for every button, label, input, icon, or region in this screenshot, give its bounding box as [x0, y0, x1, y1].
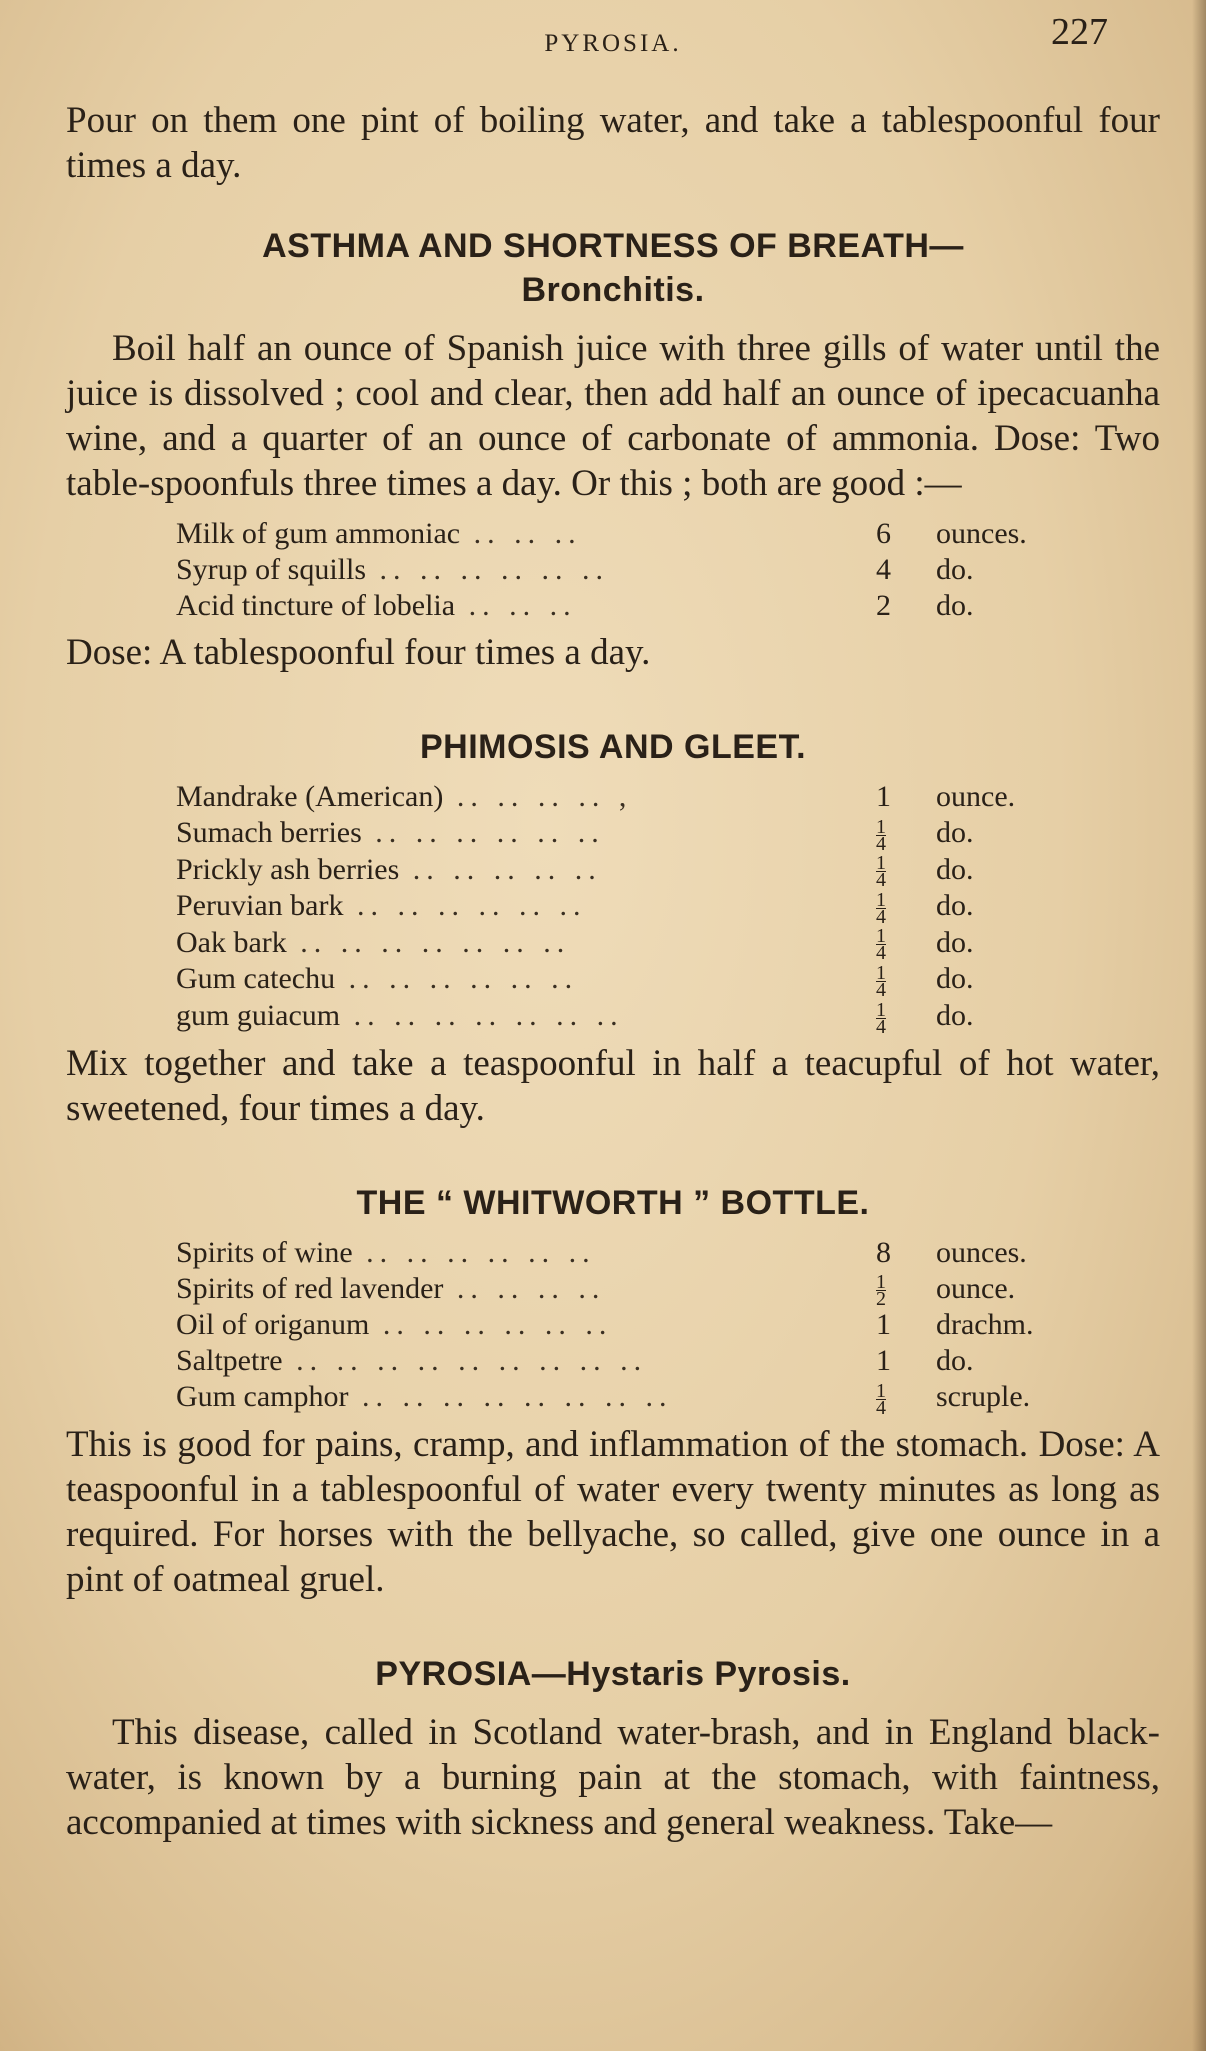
dot-leader: .. .. .. .. .. .. .. .. .. [282, 1344, 648, 1378]
ingredient-quantity [876, 779, 936, 815]
ingredient-quantity [876, 1379, 936, 1419]
dot-leader: .. .. .. .. .. .. .. [340, 999, 624, 1033]
whitworth-heading: THE “ WHITWORTH ” BOTTLE. [356, 1183, 870, 1222]
ingredient-unit: do. [936, 925, 974, 959]
ingredient-name-cell [176, 925, 876, 962]
page-number: 227 [1051, 11, 1108, 53]
fraction-denominator: 4 [876, 979, 886, 1002]
ingredient-unit: do. [936, 589, 974, 622]
asthma-subheading: Bronchitis. [521, 271, 705, 309]
ingredient-unit: drachm. [936, 1308, 1034, 1342]
ingredient-name: Peruvian bark [176, 889, 344, 923]
fraction-numerator: 1 [876, 962, 886, 985]
ingredient-name: Mandrake (American) [176, 780, 444, 813]
ingredient-name: Sumach berries [176, 816, 362, 849]
ingredient-unit: ounces. [936, 517, 1027, 550]
ingredient-quantity [876, 852, 936, 892]
ingredient-name: Spirits of wine [176, 1235, 353, 1269]
quantity-number: 1 [876, 1308, 891, 1342]
ingredient-name-cell [176, 779, 876, 815]
ingredient-name: Prickly ash berries [176, 852, 400, 886]
ingredient-name-cell [176, 1235, 876, 1271]
ingredient-row [176, 815, 1076, 855]
dot-leader: .. .. .. .. .. .. [343, 889, 587, 923]
ingredient-row [176, 852, 1076, 892]
ingredient-unit: do. [936, 852, 974, 886]
fraction [876, 1271, 886, 1311]
fraction-numerator: 1 [876, 852, 886, 875]
asthma-recipe [176, 516, 1076, 624]
quantity-number: 6 [876, 517, 891, 550]
fraction-numerator: 1 [876, 815, 886, 838]
ingredient-quantity [876, 1307, 936, 1343]
ingredient-name-cell [176, 516, 876, 552]
ingredient-name: Oil of origanum [176, 1308, 370, 1342]
asthma-paragraph: Boil half an ounce of Spanish juice with three gills of water until the juice is dissolved ; cool and clear, then add half an ounce of ipecacuanha wine, and a quarter of an ounce of carbonate of ammonia. Dose: Two table-spoonfuls three times a day. Or this ; both are good :— [66, 328, 1160, 504]
pyrosia-paragraph: This disease, called in Scotland water-brash, and in England black-water, is known by a burning pain at the stomach, with faintness, accompanied at times with sickness and general weakness. Take— [66, 1711, 1160, 1843]
ingredient-quantity [876, 516, 936, 552]
fraction [876, 998, 886, 1038]
ingredient-unit: do. [936, 889, 974, 923]
whitworth-paragraph: This is good for pains, cramp, and inflammation of the stomach. Dose: A teaspoonful in a tablespoonful of water every twenty minutes as long as required. For horses with the bellyache, so called, give one ounce in a pint of oatmeal gruel. [66, 1423, 1160, 1600]
ingredient-unit: do. [936, 816, 974, 849]
fraction-denominator: 4 [876, 832, 886, 855]
ingredient-name: Spirits of red lavender [176, 1271, 444, 1305]
dot-leader: .. .. .. [460, 517, 582, 550]
quantity-number: 8 [876, 1235, 891, 1269]
asthma-heading: ASTHMA AND SHORTNESS OF BREATH— [262, 227, 964, 265]
ingredient-quantity [876, 925, 936, 965]
ingredient-name-cell [176, 888, 876, 925]
ingredient-unit: do. [936, 999, 974, 1033]
quantity-number: 4 [876, 553, 891, 586]
ingredient-name: Milk of gum ammoniac [176, 517, 461, 550]
dot-leader: .. .. .. .. .. .. [352, 1235, 596, 1269]
asthma-dose: Dose: A tablespoonful four times a day. [66, 632, 651, 673]
ingredient-name: Gum catechu [176, 962, 336, 996]
fraction-denominator: 4 [876, 1396, 886, 1419]
ingredient-unit: ounce. [936, 780, 1016, 813]
ingredient-quantity [876, 998, 936, 1038]
fraction-numerator: 1 [876, 1271, 886, 1294]
fraction-numerator: 1 [876, 925, 886, 948]
ingredient-name-cell [176, 1379, 876, 1416]
running-head [66, 0, 1160, 90]
dot-leader: .. .. .. .. .. .. [369, 1308, 613, 1342]
ingredient-row [176, 1343, 1076, 1379]
ingredient-row [176, 998, 1076, 1038]
ingredient-row [176, 961, 1076, 1002]
fraction [876, 888, 886, 928]
fraction-numerator: 1 [876, 1379, 886, 1402]
ingredient-quantity [876, 1235, 936, 1271]
dot-leader: .. .. .. .. .. [399, 852, 602, 886]
fraction [876, 815, 886, 855]
ingredient-unit: do. [936, 962, 974, 996]
ingredient-quantity [876, 1343, 936, 1379]
ingredient-unit: ounce. [936, 1271, 1016, 1305]
dot-leader: .. .. .. .. .. .. [335, 962, 579, 996]
ingredient-quantity [876, 588, 936, 624]
quantity-number: 1 [876, 1344, 891, 1378]
ingredient-unit: scruple. [936, 1380, 1031, 1414]
ingredient-name-cell [176, 552, 876, 588]
ingredient-row [176, 779, 1076, 815]
dot-leader: .. .. .. [455, 589, 577, 622]
intro-paragraph: Pour on them one pint of boiling water, and take a tablespoonful four times a day. [66, 100, 1160, 186]
dot-leader: .. .. .. .. [443, 1271, 606, 1305]
dot-leader: .. .. .. .. .. .. .. [286, 925, 571, 959]
ingredient-name-cell [176, 1307, 876, 1343]
ingredient-name: gum guiacum [176, 999, 341, 1033]
ingredient-name: Saltpetre [176, 1344, 283, 1378]
ingredient-name-cell [176, 815, 876, 852]
ingredient-name: Oak bark [176, 925, 287, 959]
ingredient-unit: do. [936, 553, 974, 586]
fraction-denominator: 4 [876, 905, 886, 928]
dot-leader: .. .. .. .. .. .. .. .. [348, 1380, 673, 1414]
fraction-denominator: 4 [876, 942, 886, 965]
ingredient-quantity [876, 961, 936, 1002]
ingredient-row [176, 552, 1076, 588]
ingredient-name-cell [176, 588, 876, 624]
running-title: PYROSIA. [544, 30, 682, 57]
quantity-number: 1 [876, 780, 891, 813]
ingredient-row [176, 925, 1076, 965]
quantity-number: 2 [876, 589, 891, 622]
phimosis-recipe [176, 779, 1076, 1038]
ingredient-name-cell [176, 998, 876, 1035]
ingredient-unit: do. [936, 1344, 974, 1378]
ingredient-name-cell [176, 1271, 876, 1308]
pyrosia-heading: PYROSIA—Hystaris Pyrosis. [375, 1654, 851, 1693]
ingredient-row [176, 1271, 1076, 1311]
ingredient-name: Syrup of squills [176, 553, 367, 586]
fraction [876, 1379, 886, 1419]
ingredient-quantity [876, 888, 936, 928]
fraction [876, 852, 886, 892]
ingredient-row [176, 1307, 1076, 1343]
dot-leader: .. .. .. .. , [443, 780, 633, 813]
ingredient-quantity [876, 815, 936, 855]
ingredient-name: Acid tincture of lobelia [176, 589, 456, 622]
fraction-numerator: 1 [876, 888, 886, 911]
ingredient-name-cell [176, 961, 876, 998]
phimosis-paragraph: Mix together and take a teaspoonful in half a teacupful of hot water, sweetened, four times a day. [66, 1042, 1160, 1129]
fraction-denominator: 2 [876, 1288, 886, 1311]
dot-leader: .. .. .. .. .. .. [366, 553, 610, 586]
ingredient-row [176, 588, 1076, 624]
ingredient-row [176, 1379, 1076, 1419]
ingredient-unit: ounces. [936, 1235, 1027, 1269]
fraction [876, 962, 886, 1002]
fraction-denominator: 4 [876, 869, 886, 892]
phimosis-heading: PHIMOSIS AND GLEET. [419, 728, 807, 766]
ingredient-row [176, 888, 1076, 928]
ingredient-name-cell [176, 1343, 876, 1379]
fraction [876, 925, 886, 965]
whitworth-recipe [176, 1235, 1076, 1419]
fraction-numerator: 1 [876, 998, 886, 1021]
ingredient-row [176, 1235, 1076, 1271]
ingredient-quantity [876, 1271, 936, 1311]
ingredient-row [176, 516, 1076, 552]
dot-leader: .. .. .. .. .. .. [361, 816, 605, 849]
ingredient-quantity [876, 552, 936, 588]
fraction-denominator: 4 [876, 1015, 886, 1038]
ingredient-name-cell [176, 852, 876, 889]
ingredient-name: Gum camphor [176, 1380, 349, 1414]
